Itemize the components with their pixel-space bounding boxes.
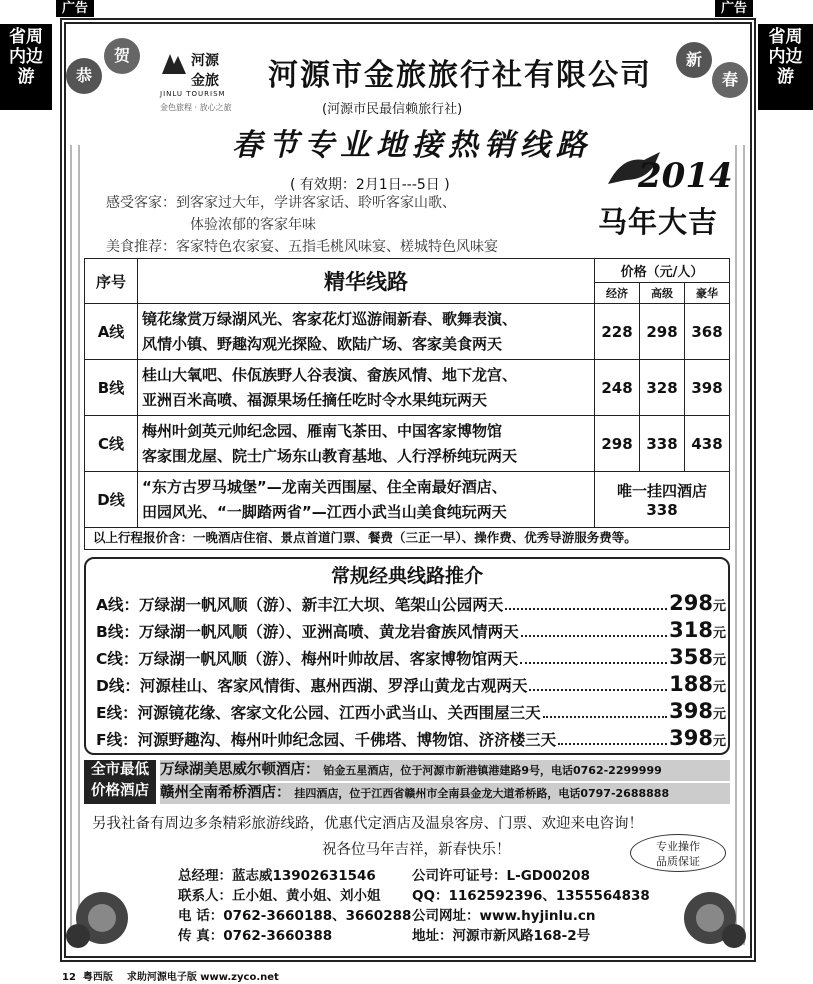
page-title: 春节专业地接热销线路 — [232, 128, 592, 163]
route-desc — [138, 472, 595, 528]
hotel-detail: 挂四酒店，位于江西省赣州市全南县金龙大道希桥路，电话0797-2688888 — [294, 787, 670, 800]
table-row — [85, 416, 730, 472]
contact-qq: QQ：1162592396、1355564838 — [412, 888, 650, 904]
dot-leader — [529, 689, 667, 691]
lantern-right-2: 春 — [712, 62, 748, 98]
footer-site: 求助河源电子版 www.zyco.net — [126, 972, 279, 983]
new-year-badge — [598, 150, 738, 250]
price-premium: 338 — [640, 416, 685, 472]
ad-tag-left: 广告 — [56, 0, 94, 17]
route-no: C线 — [85, 416, 138, 472]
route-desc-line2: 田园风光、“一脚踏两省”—江西小武当山美食纯玩两天 — [142, 502, 507, 521]
lantern-right-1: 新 — [676, 42, 712, 78]
price-unit: 元 — [712, 626, 726, 641]
table-row — [85, 472, 730, 528]
regular-route-text: 万绿湖一帆风顺（游）、梅州叶帅故居、客家博物馆两天 — [138, 650, 519, 668]
regular-route-price: 398 — [669, 726, 713, 750]
stamp-line1: 专业操作 — [656, 840, 700, 853]
hotel-section-label: 全市最低价格酒店 — [84, 760, 156, 804]
food-text: 客家特色农家宴、五指毛桃风味宴、槎城特色风味宴 — [176, 239, 498, 255]
regular-route-row — [96, 726, 726, 750]
hotel-name: 万绿湖美思威尔顿酒店： — [160, 762, 320, 778]
price-luxury: 368 — [685, 304, 730, 360]
regular-route-text: 河源桂山、客家风情街、惠州西湖、罗浮山黄龙古观两天 — [139, 677, 528, 695]
lantern-left-1: 恭 — [66, 58, 102, 94]
experience-label: 感受客家： — [106, 195, 176, 211]
quality-stamp — [630, 834, 726, 872]
tier-luxury: 豪华 — [685, 283, 730, 304]
regular-route-text: 河源镜花缘、客家文化公园、江西小武当山、关西围屋三天 — [137, 704, 541, 722]
regular-routes-box — [84, 557, 730, 755]
regular-route-text: 万绿湖一帆风顺（游）、亚洲高喷、黄龙岩畲族风情两天 — [138, 623, 519, 641]
experience-line1: 到客家过大年，学讲客家话、聆听客家山歌、 — [176, 195, 456, 211]
route-desc-line2: 风情小镇、野趣沟观光探险、欧陆广场、客家美食两天 — [142, 334, 503, 353]
page-footer — [62, 968, 279, 983]
logo-mark-icon — [160, 50, 188, 76]
intro-experience — [106, 192, 456, 212]
dot-leader — [520, 662, 667, 664]
regular-route-row — [96, 591, 726, 615]
table-row — [85, 304, 730, 360]
price-economy: 248 — [595, 360, 640, 416]
price-unit: 元 — [712, 734, 726, 749]
service-note: 另我社备有周边多条精彩旅游线路，优惠代定酒店及温泉客房、门票、欢迎来电咨询！ — [92, 816, 643, 832]
price-unit: 元 — [712, 599, 726, 614]
company-name: 河源市金旅旅行社有限公司 — [268, 58, 652, 93]
route-desc — [138, 360, 595, 416]
contact-people: 联系人：丘小姐、黄小姐、刘小姐 — [178, 888, 381, 904]
hotel-row — [160, 760, 730, 781]
regular-route-row — [96, 672, 726, 696]
hotel-row — [160, 783, 730, 804]
logo-cn: 河源金旅 — [191, 53, 219, 89]
tier-premium: 高级 — [640, 283, 685, 304]
stamp-line2: 品质保证 — [656, 855, 700, 868]
contact-fax: 传 真：0762-3660388 — [178, 928, 333, 944]
price-special — [595, 472, 730, 528]
regular-route-price: 398 — [669, 699, 713, 723]
route-no: D线 — [85, 472, 138, 528]
route-no: B线 — [85, 360, 138, 416]
regular-route-label: B线： — [96, 623, 139, 641]
dot-leader — [521, 635, 668, 637]
regular-route-price: 298 — [669, 591, 713, 615]
hotel-detail: 铂金五星酒店，位于河源市新港镇港建路9号，电话0762-2299999 — [323, 764, 662, 777]
contact-website[interactable] — [412, 904, 595, 924]
table-row — [85, 360, 730, 416]
greeting: 祝各位马年吉祥，新春快乐！ — [322, 842, 511, 858]
ad-tag-right: 广告 — [715, 0, 753, 17]
lantern-left-2: 贺 — [104, 38, 140, 74]
route-desc-line1: 梅州叶剑英元帅纪念园、雁南飞茶田、中国客家博物馆 — [142, 421, 503, 440]
left-fret-border — [70, 145, 80, 945]
hotel-section — [84, 760, 730, 804]
peony-right-icon — [660, 880, 750, 950]
contact-manager: 总经理：蓝志威13902631546 — [178, 868, 376, 884]
regular-route-text: 河源野趣沟、梅州叶帅纪念园、千佛塔、博物馆、济济楼三天 — [137, 731, 557, 749]
logo-en: JINLU TOURISM — [160, 90, 226, 98]
route-desc-line2: 客家围龙屋、院士广场东山教育基地、人行浮桥纯玩两天 — [142, 446, 518, 465]
food-label: 美食推荐： — [106, 239, 176, 255]
company-logo — [160, 50, 232, 113]
price-luxury: 438 — [685, 416, 730, 472]
price-luxury: 398 — [685, 360, 730, 416]
peony-left-icon — [62, 880, 152, 950]
route-desc-line1: 桂山大氧吧、佧佤族野人谷表演、畲族风情、地下龙宫、 — [142, 365, 518, 384]
badge-year: 2014 — [638, 156, 733, 196]
col-header-no: 序号 — [85, 259, 138, 304]
right-fret-border — [735, 145, 745, 945]
col-header-price: 价格（元/人） — [595, 259, 730, 283]
route-desc-line1: “东方古罗马城堡”—龙南关西围屋、住全南最好酒店、 — [142, 477, 507, 496]
regular-route-row — [96, 699, 726, 723]
contact-license: 公司许可证号：L-GD00208 — [412, 868, 590, 884]
company-tagline: (河源市民最信赖旅行社) — [322, 102, 463, 117]
regular-route-price: 358 — [669, 645, 713, 669]
dot-leader — [543, 716, 668, 718]
route-desc-line2: 亚洲百米高喷、福源果场任摘任吃时令水果纯玩两天 — [142, 390, 488, 409]
regular-route-label: A线： — [96, 596, 139, 614]
tier-economy: 经济 — [595, 283, 640, 304]
route-desc — [138, 416, 595, 472]
edition: 粤西版 — [82, 972, 113, 983]
contact-phone: 电 话：0762-3660188、3660288 — [178, 908, 412, 924]
side-tab-right — [758, 24, 813, 110]
price-premium: 298 — [640, 304, 685, 360]
route-no: A线 — [85, 304, 138, 360]
col-header-route: 精华线路 — [138, 259, 595, 304]
side-tab-left-label: 省周内边游 — [9, 27, 43, 87]
dot-leader — [505, 608, 667, 610]
regular-routes-title: 常规经典线路推介 — [330, 565, 483, 587]
special-hotel: 唯一挂四酒店 — [616, 482, 707, 500]
regular-route-label: D线： — [96, 677, 140, 695]
price-economy: 228 — [595, 304, 640, 360]
price-unit: 元 — [712, 653, 726, 668]
page-number: 12 — [62, 972, 76, 983]
validity-period: ( 有效期：2月1日---5日 ) — [290, 177, 450, 193]
premium-routes-table — [84, 258, 730, 528]
price-premium: 328 — [640, 360, 685, 416]
regular-route-row — [96, 618, 726, 642]
regular-route-price: 188 — [669, 672, 713, 696]
logo-motto: 金色旅程 · 放心之旅 — [160, 103, 232, 112]
route-desc-line1: 镜花缘赏万绿湖风光、客家花灯巡游闹新春、歌舞表演、 — [142, 309, 518, 328]
regular-route-label: E线： — [96, 704, 138, 722]
price-unit: 元 — [712, 707, 726, 722]
experience-line2: 体验浓郁的客家年味 — [190, 217, 316, 233]
regular-route-row — [96, 645, 726, 669]
website-link[interactable]: 公司网址：www.hyjinlu.cn — [412, 908, 596, 924]
hotel-name: 赣州全南希桥酒店： — [160, 785, 291, 801]
regular-route-text: 万绿湖一帆风顺（游）、新丰江大坝、笔架山公园两天 — [139, 596, 504, 614]
contact-address: 地址：河源市新风路168-2号 — [412, 928, 591, 944]
regular-route-label: F线： — [96, 731, 138, 749]
regular-route-price: 318 — [669, 618, 713, 642]
route-desc — [138, 304, 595, 360]
price-unit: 元 — [712, 680, 726, 695]
intro-food — [106, 236, 498, 256]
side-tab-right-label: 省周内边游 — [768, 27, 803, 87]
price-economy: 298 — [595, 416, 640, 472]
dot-leader — [558, 743, 667, 745]
regular-route-label: C线： — [96, 650, 139, 668]
side-tab-left — [0, 24, 52, 110]
price-includes: 以上行程报价含：一晚酒店住宿、景点首道门票、餐费（三正一早）、操作费、优秀导游服务费等。 — [84, 525, 730, 550]
special-price: 338 — [646, 501, 678, 519]
badge-text: 马年大吉 — [598, 205, 719, 239]
